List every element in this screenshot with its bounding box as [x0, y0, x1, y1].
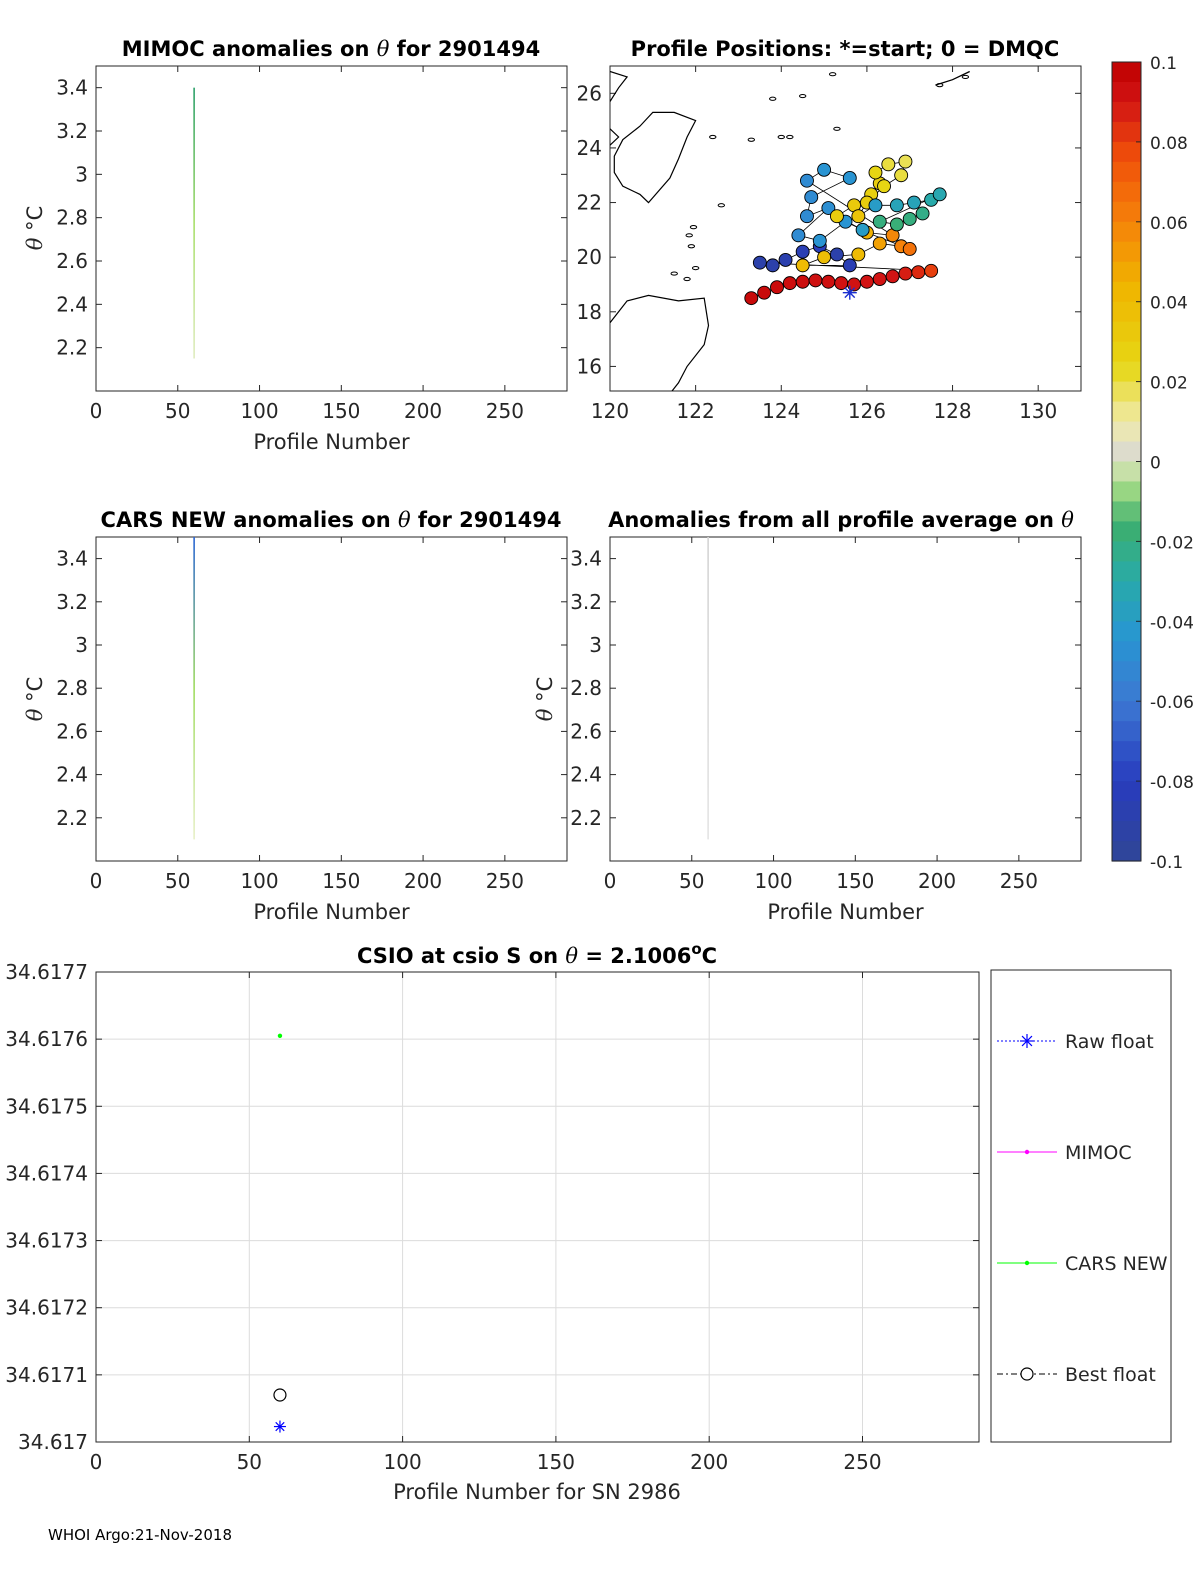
x-tick-label: 122 — [676, 399, 715, 423]
chart-title: CARS NEW anomalies on θ for 2901494 — [100, 508, 562, 532]
y-axis-label: θ °C — [23, 676, 47, 722]
y-tick-label: 2.2 — [56, 805, 88, 830]
y-tick-label: 3 — [589, 633, 602, 657]
colorbar-swatch — [1112, 801, 1141, 822]
x-tick-label: 200 — [403, 399, 443, 423]
y-tick-label: 24 — [576, 135, 602, 160]
profile-marker — [899, 155, 912, 168]
x-tick-label: 126 — [847, 399, 887, 423]
colorbar-swatch — [1112, 581, 1141, 602]
colorbar-tick-label: 0.02 — [1150, 373, 1188, 394]
y-axis-label: θ °C — [23, 205, 47, 251]
y-tick-label: 16 — [576, 354, 602, 379]
colorbar-tick-label: 0.04 — [1150, 293, 1188, 314]
panel-allavg — [570, 537, 1081, 893]
profile-marker — [852, 210, 865, 223]
colorbar-swatch — [1112, 561, 1141, 582]
x-tick-label: 200 — [917, 869, 957, 893]
colorbar-swatch — [1112, 741, 1141, 762]
profile-marker — [830, 210, 843, 223]
panel-cars — [56, 537, 567, 893]
profile-marker — [800, 174, 813, 187]
colorbar-swatch — [1112, 242, 1141, 263]
profile-marker — [779, 253, 792, 266]
x-tick-label: 50 — [236, 1450, 263, 1474]
x-tick-label: 250 — [999, 869, 1038, 893]
profile-marker — [916, 207, 929, 220]
profile-marker — [856, 223, 869, 236]
profile-marker — [895, 169, 908, 182]
profile-marker — [860, 275, 873, 288]
y-tick-label: 34.6171 — [5, 1362, 88, 1387]
y-tick-label: 26 — [576, 81, 602, 106]
y-tick-label: 34.6177 — [5, 960, 88, 984]
profile-marker — [843, 259, 856, 272]
profile-marker — [925, 264, 938, 277]
y-tick-label: 3 — [75, 162, 88, 187]
colorbar-swatch — [1112, 382, 1141, 403]
profile-marker — [886, 270, 899, 283]
profile-marker — [783, 277, 796, 290]
x-tick-label: 150 — [836, 869, 875, 893]
colorbar-swatch — [1112, 282, 1141, 303]
x-tick-label: 200 — [690, 1450, 729, 1474]
chart-title: Anomalies from all profile average on θ — [608, 508, 1074, 532]
y-tick-label: 22 — [576, 190, 602, 215]
y-tick-label: 20 — [576, 245, 602, 270]
legend-label: CARS NEW — [1065, 1253, 1168, 1275]
x-tick-label: 50 — [165, 399, 191, 423]
colorbar-swatch — [1112, 781, 1141, 802]
x-axis-label: Profile Number — [253, 430, 410, 454]
y-tick-label: 18 — [576, 299, 602, 324]
raw-float-point — [274, 1421, 286, 1433]
start-marker — [843, 286, 857, 300]
y-tick-label: 2.4 — [56, 292, 88, 317]
x-tick-label: 124 — [762, 399, 801, 423]
x-tick-label: 50 — [165, 869, 191, 893]
y-axis-label: θ °C — [533, 676, 557, 722]
chart-title: CSIO at csio S on $\theta = 2.1006^oC$ — [356, 940, 718, 968]
y-tick-label: 34.6175 — [5, 1094, 88, 1119]
y-tick-label: 34.6173 — [5, 1228, 88, 1253]
profile-marker — [835, 277, 848, 290]
colorbar-swatch — [1112, 641, 1141, 662]
y-tick-label: 3 — [75, 633, 88, 657]
colorbar — [1112, 54, 1194, 873]
y-tick-label: 2.8 — [56, 676, 88, 701]
colorbar-swatch — [1112, 402, 1141, 423]
colorbar-tick-label: 0.1 — [1150, 54, 1178, 74]
profile-marker — [805, 191, 818, 204]
profile-marker — [818, 163, 831, 176]
y-tick-label: 2.2 — [56, 335, 88, 360]
x-tick-label: 150 — [536, 1450, 575, 1474]
y-tick-label: 3.2 — [56, 589, 88, 614]
colorbar-swatch — [1112, 322, 1141, 343]
colorbar-swatch — [1112, 62, 1141, 83]
colorbar-swatch — [1112, 142, 1141, 163]
colorbar-swatch — [1112, 841, 1141, 862]
colorbar-swatch — [1112, 521, 1141, 542]
profile-marker — [912, 266, 925, 279]
colorbar-swatch — [1112, 821, 1141, 842]
profile-marker — [899, 267, 912, 280]
footer-stamp: WHOI Argo:21-Nov-2018 — [48, 1526, 232, 1544]
anomaly-trace — [193, 537, 195, 839]
profile-marker — [809, 274, 822, 287]
x-axis-label: Profile Number — [253, 900, 410, 924]
colorbar-swatch — [1112, 681, 1141, 702]
plot-area — [96, 66, 567, 391]
colorbar-swatch — [1112, 661, 1141, 682]
colorbar-tick-label: -0.08 — [1150, 773, 1194, 794]
profile-marker — [908, 196, 921, 209]
y-tick-label: 2.4 — [56, 762, 88, 787]
x-tick-label: 0 — [89, 869, 103, 893]
profile-marker — [800, 210, 813, 223]
y-tick-label: 2.4 — [570, 762, 602, 787]
legend-label: MIMOC — [1065, 1142, 1132, 1164]
profile-marker — [873, 215, 886, 228]
profile-marker — [882, 158, 895, 171]
profile-marker — [822, 275, 835, 288]
legend-label: Best float — [1065, 1364, 1156, 1386]
x-tick-label: 100 — [754, 869, 793, 893]
colorbar-swatch — [1112, 82, 1141, 103]
x-tick-label: 100 — [240, 399, 279, 423]
profile-marker — [758, 286, 771, 299]
y-tick-label: 2.6 — [570, 719, 602, 744]
profile-marker — [890, 199, 903, 212]
colorbar-swatch — [1112, 462, 1141, 483]
y-tick-label: 3.4 — [570, 546, 602, 571]
profile-marker — [770, 281, 783, 294]
profile-marker — [873, 237, 886, 250]
x-tick-label: 50 — [679, 869, 705, 893]
profile-marker — [890, 218, 903, 231]
legend-label: Raw float — [1065, 1031, 1154, 1053]
profile-marker — [766, 259, 779, 272]
y-tick-label: 34.617 — [18, 1430, 88, 1454]
x-tick-label: 150 — [322, 399, 361, 423]
colorbar-swatch — [1112, 701, 1141, 722]
colorbar-swatch — [1112, 202, 1141, 223]
colorbar-tick-label: -0.06 — [1150, 693, 1194, 714]
colorbar-swatch — [1112, 222, 1141, 243]
profile-marker — [796, 245, 809, 258]
cars-new-point — [278, 1034, 282, 1038]
colorbar-tick-label: -0.02 — [1150, 533, 1194, 554]
y-tick-label: 3.4 — [56, 75, 88, 100]
profile-marker — [869, 166, 882, 179]
y-tick-label: 2.8 — [56, 205, 88, 230]
profile-marker — [796, 275, 809, 288]
colorbar-swatch — [1112, 501, 1141, 522]
colorbar-tick-label: 0.06 — [1150, 213, 1188, 234]
profile-marker — [745, 292, 758, 305]
profile-marker — [903, 242, 916, 255]
profile-marker — [796, 259, 809, 272]
colorbar-swatch — [1112, 302, 1141, 323]
y-tick-label: 34.6176 — [5, 1027, 88, 1052]
colorbar-swatch — [1112, 102, 1141, 123]
plot-area — [610, 537, 1081, 861]
colorbar-swatch — [1112, 162, 1141, 183]
profile-marker — [933, 188, 946, 201]
profile-marker — [903, 212, 916, 225]
x-tick-label: 100 — [240, 869, 279, 893]
colorbar-swatch — [1112, 422, 1141, 443]
x-tick-label: 100 — [383, 1450, 422, 1474]
profile-marker — [852, 248, 865, 261]
legend-marker — [1025, 1261, 1029, 1265]
colorbar-swatch — [1112, 541, 1141, 562]
y-tick-label: 3.2 — [570, 589, 602, 614]
colorbar-swatch — [1112, 262, 1141, 283]
panel-positions — [577, 66, 1081, 423]
colorbar-swatch — [1112, 362, 1141, 383]
legend-marker — [1021, 1368, 1033, 1380]
profile-marker — [818, 251, 831, 264]
profile-marker — [869, 199, 882, 212]
colorbar-swatch — [1112, 442, 1141, 463]
y-tick-label: 3.4 — [56, 546, 88, 571]
chart-title: MIMOC anomalies on θ for 2901494 — [121, 37, 541, 61]
colorbar-tick-label: 0 — [1150, 453, 1161, 474]
profile-marker — [843, 171, 856, 184]
colorbar-swatch — [1112, 721, 1141, 742]
x-tick-label: 120 — [590, 399, 630, 423]
x-tick-label: 250 — [485, 399, 524, 423]
x-tick-label: 150 — [322, 869, 361, 893]
x-tick-label: 0 — [89, 399, 103, 423]
y-tick-label: 34.6174 — [5, 1161, 88, 1186]
x-axis-label: Profile Number — [767, 900, 924, 924]
profile-marker — [878, 180, 891, 193]
colorbar-swatch — [1112, 481, 1141, 502]
profile-marker — [813, 234, 826, 247]
colorbar-swatch — [1112, 342, 1141, 363]
colorbar-swatch — [1112, 621, 1141, 642]
y-tick-label: 2.8 — [570, 676, 602, 701]
profile-marker — [830, 248, 843, 261]
colorbar-tick-label: 0.08 — [1150, 133, 1188, 154]
anomaly-trace — [193, 88, 195, 359]
panel-csio — [5, 960, 979, 1474]
profile-marker — [753, 256, 766, 269]
x-axis-label: Profile Number for SN 2986 — [393, 1480, 681, 1504]
x-tick-label: 0 — [89, 1450, 103, 1474]
plot-area — [96, 972, 979, 1442]
panel-mimoc — [56, 66, 567, 423]
x-tick-label: 200 — [403, 869, 443, 893]
x-tick-label: 250 — [843, 1450, 882, 1474]
colorbar-swatch — [1112, 182, 1141, 203]
legend-marker — [1025, 1150, 1029, 1154]
plot-area — [96, 537, 567, 861]
colorbar-swatch — [1112, 122, 1141, 143]
colorbar-tick-label: -0.1 — [1150, 853, 1184, 873]
x-tick-label: 250 — [485, 869, 524, 893]
x-tick-label: 128 — [933, 399, 972, 423]
colorbar-tick-label: -0.04 — [1150, 613, 1194, 634]
colorbar-swatch — [1112, 601, 1141, 622]
profile-marker — [873, 273, 886, 286]
y-tick-label: 34.6172 — [5, 1295, 88, 1320]
x-tick-label: 0 — [603, 869, 617, 893]
y-tick-label: 2.2 — [570, 805, 602, 830]
chart-title: Profile Positions: *=start; 0 = DMQC — [630, 37, 1060, 61]
y-tick-label: 2.6 — [56, 249, 88, 273]
y-tick-label: 2.6 — [56, 719, 88, 744]
legend — [991, 970, 1171, 1442]
x-tick-label: 130 — [1019, 399, 1058, 423]
y-tick-label: 3.2 — [56, 119, 88, 143]
colorbar-swatch — [1112, 761, 1141, 782]
profile-marker — [792, 229, 805, 242]
anomaly-trace — [707, 537, 709, 839]
